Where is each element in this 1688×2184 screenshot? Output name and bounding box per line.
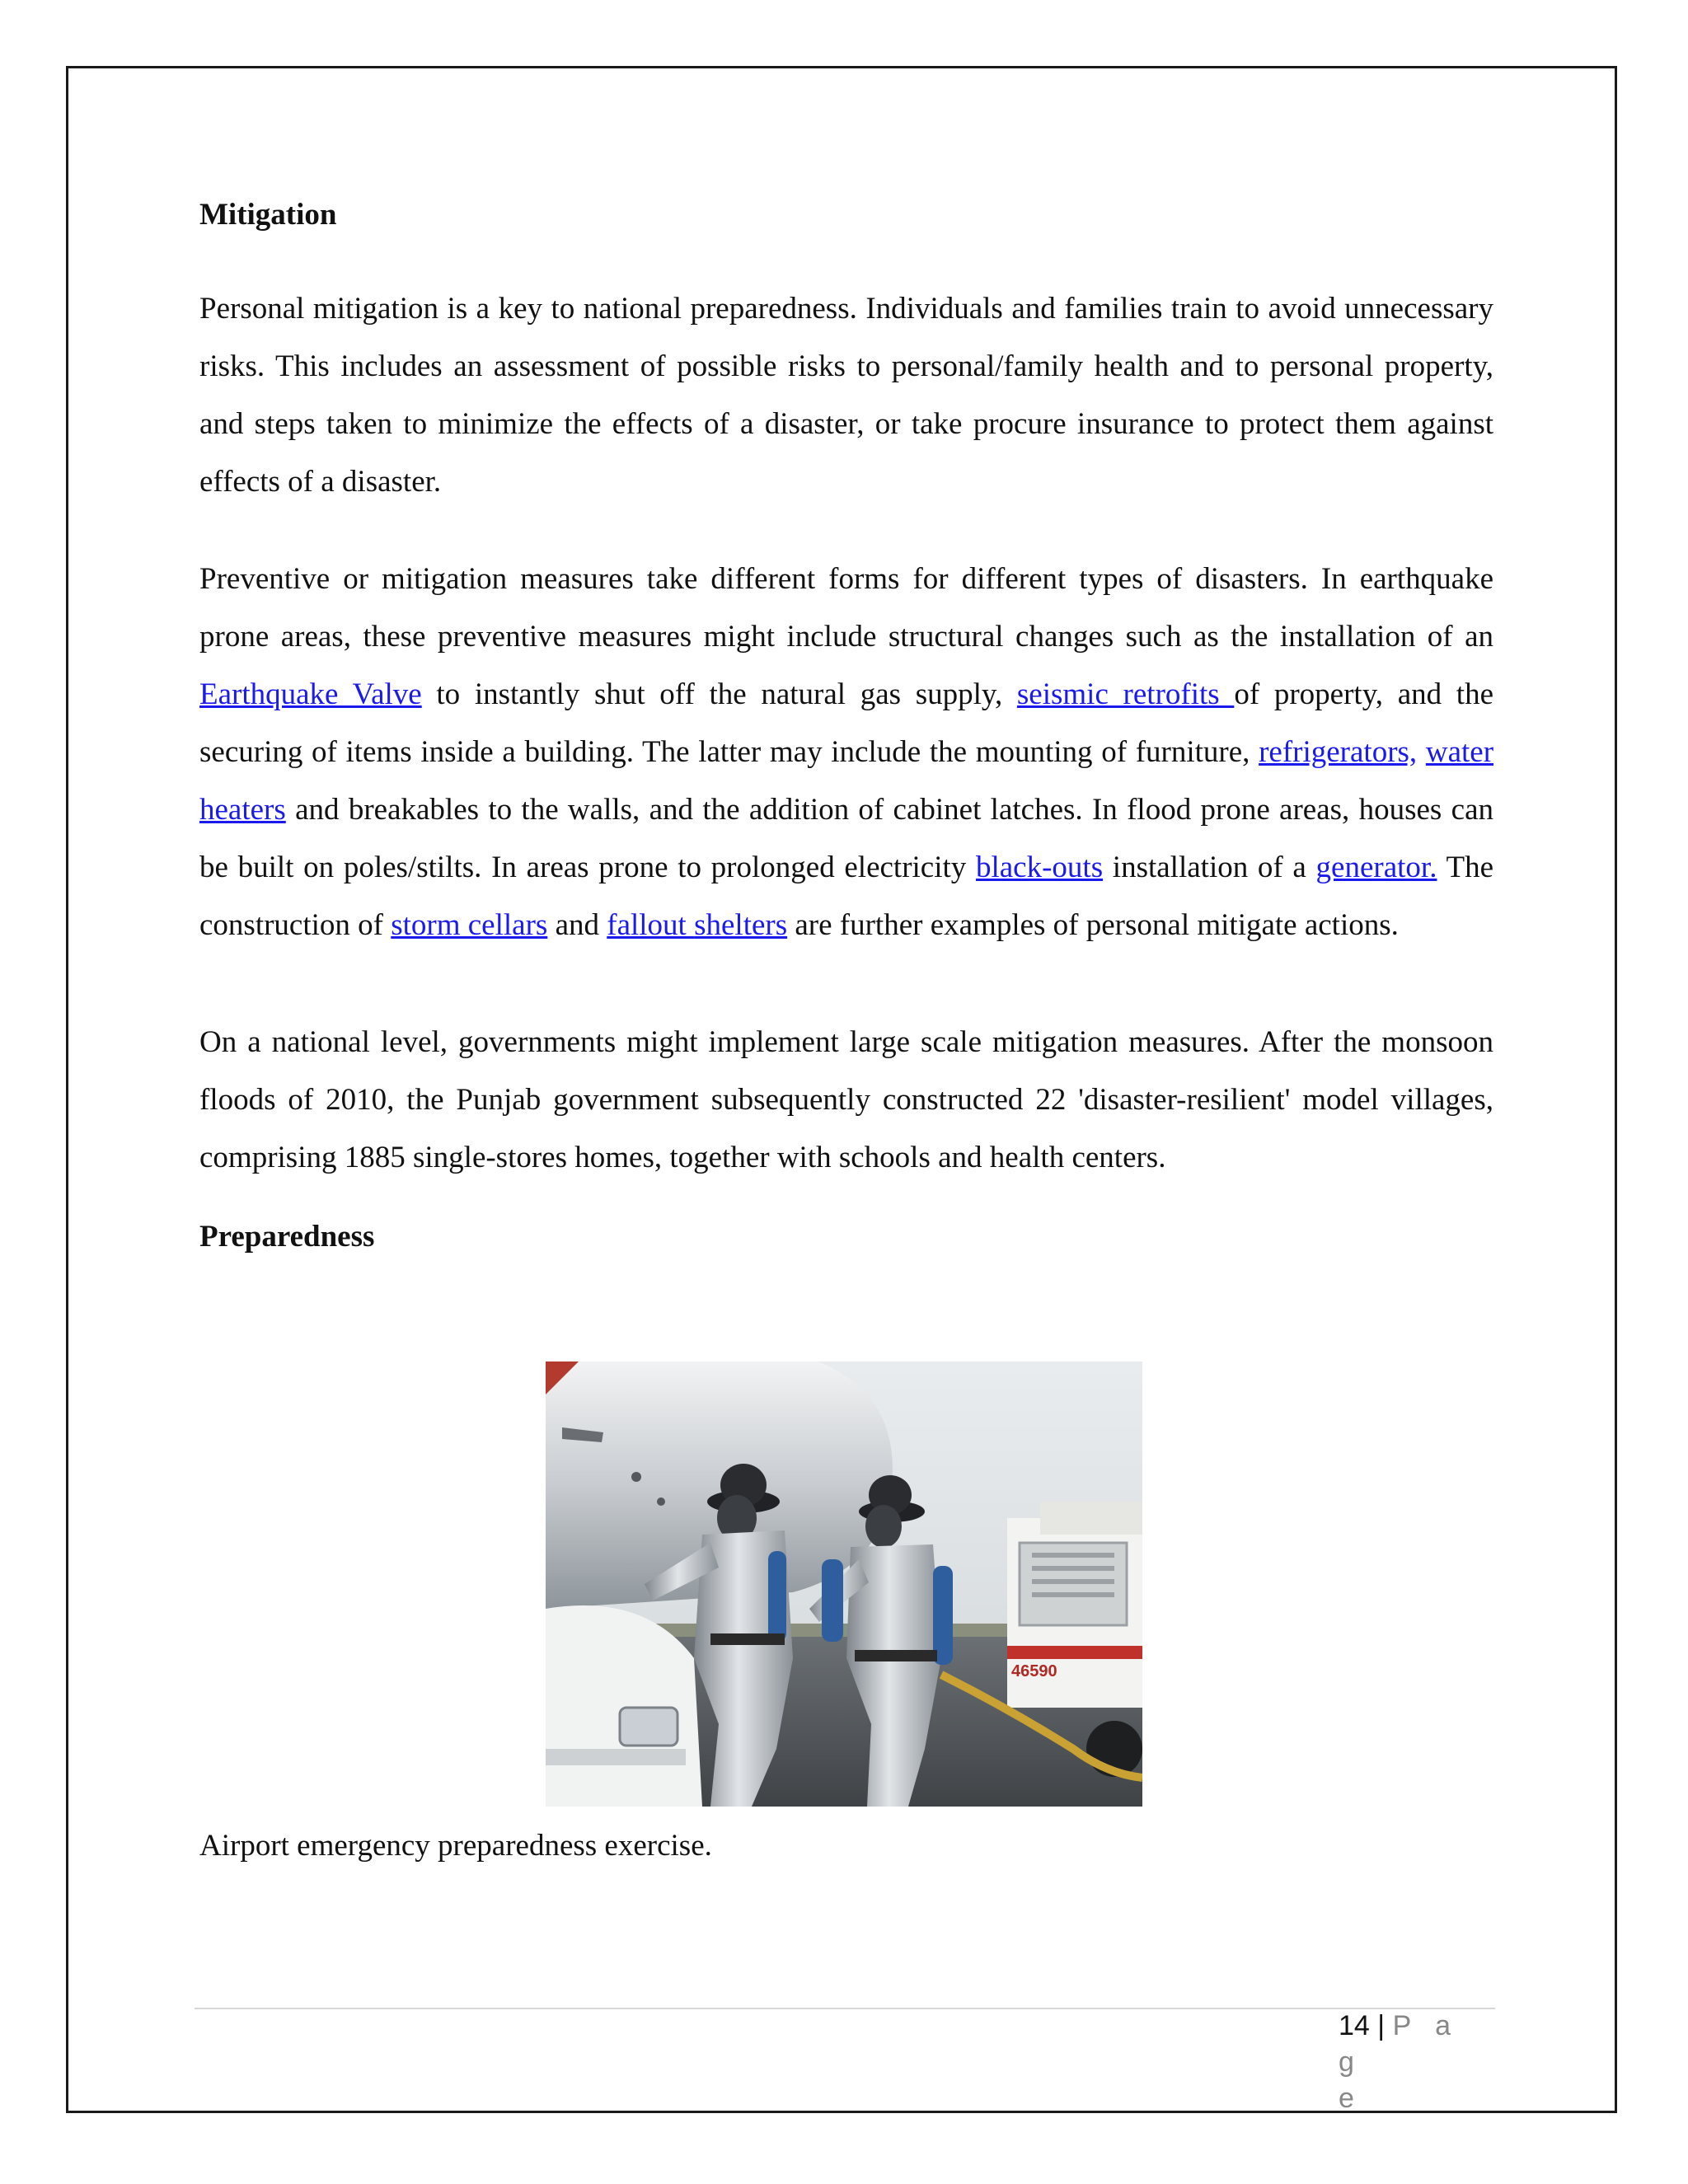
link-water-heaters[interactable]: water heaters [199, 735, 1494, 827]
link-shelters[interactable]: shelters [694, 908, 788, 942]
text-run: to instantly shut off the natural gas supply, [421, 677, 1017, 711]
page-number [1339, 2008, 1479, 2116]
link-earthquake-valve[interactable]: Earthquake Valve [199, 677, 422, 711]
photo-illustration [546, 1361, 1142, 1807]
link-storm-cellars[interactable]: storm cellars [391, 908, 548, 942]
photo-caption: Airport emergency preparedness exercise. [199, 1829, 712, 1863]
link-black-outs[interactable]: black-outs [975, 851, 1104, 884]
page-label: P a g [1339, 2010, 1459, 2078]
text-run: installation of a [1103, 851, 1316, 884]
page-number-value: 14 [1339, 2010, 1370, 2041]
link-generator[interactable]: generator. [1315, 851, 1437, 884]
text-run: The construction of [199, 851, 1493, 942]
text-run: are further examples of personal mitigate actions. [787, 908, 1399, 942]
page-number-separator: | [1369, 2010, 1393, 2041]
footer-divider [195, 2008, 1495, 2009]
link-fallout[interactable]: fallout [607, 908, 695, 942]
page-label-wrap: e [1339, 2083, 1362, 2114]
paragraph-preventive-measures [199, 551, 1493, 954]
link-refrigerators[interactable]: refrigerators, [1259, 735, 1418, 769]
photo-airport-exercise [546, 1361, 1142, 1807]
photo-truck-number: 46590 [1011, 1662, 1057, 1680]
heading-mitigation: Mitigation [199, 198, 337, 232]
text-run: Preventive or mitigation measures take different forms for different types of disasters. In earthquake prone areas, these preventive measures might include structural changes such as the installation of an [199, 562, 1493, 654]
paragraph-personal-mitigation: Personal mitigation is a key to national preparedness. Individuals and families train to avoid unnecessary risks. This includes an assessment of possible risks to personal/family health and to personal property, and steps taken to minimize the effects of a disaster, or take procure insurance to protect them against effects of a disaster. [199, 292, 1493, 499]
text-run: of property, and the securing of items inside a building. The latter may include the mounting of furniture, [199, 677, 1494, 769]
heading-preparedness: Preparedness [199, 1220, 375, 1254]
paragraph-national-level: On a national level, governments might implement large scale mitigation measures. After the monsoon floods of 2010, the Punjab government subsequently constructed 22 'disaster-resilient' model villages, comprising 1885 single-stores homes, together with schools and health centers. [199, 1025, 1493, 1174]
text-run: and breakables to the walls, and the addition of cabinet latches. In flood prone areas, houses can be built on poles/stilts. In areas prone to prolonged electricity [199, 793, 1493, 884]
text-run: and [547, 908, 607, 942]
link-seismic-retrofits[interactable]: seismic retrofits [1016, 677, 1235, 711]
text-run [1417, 735, 1426, 769]
